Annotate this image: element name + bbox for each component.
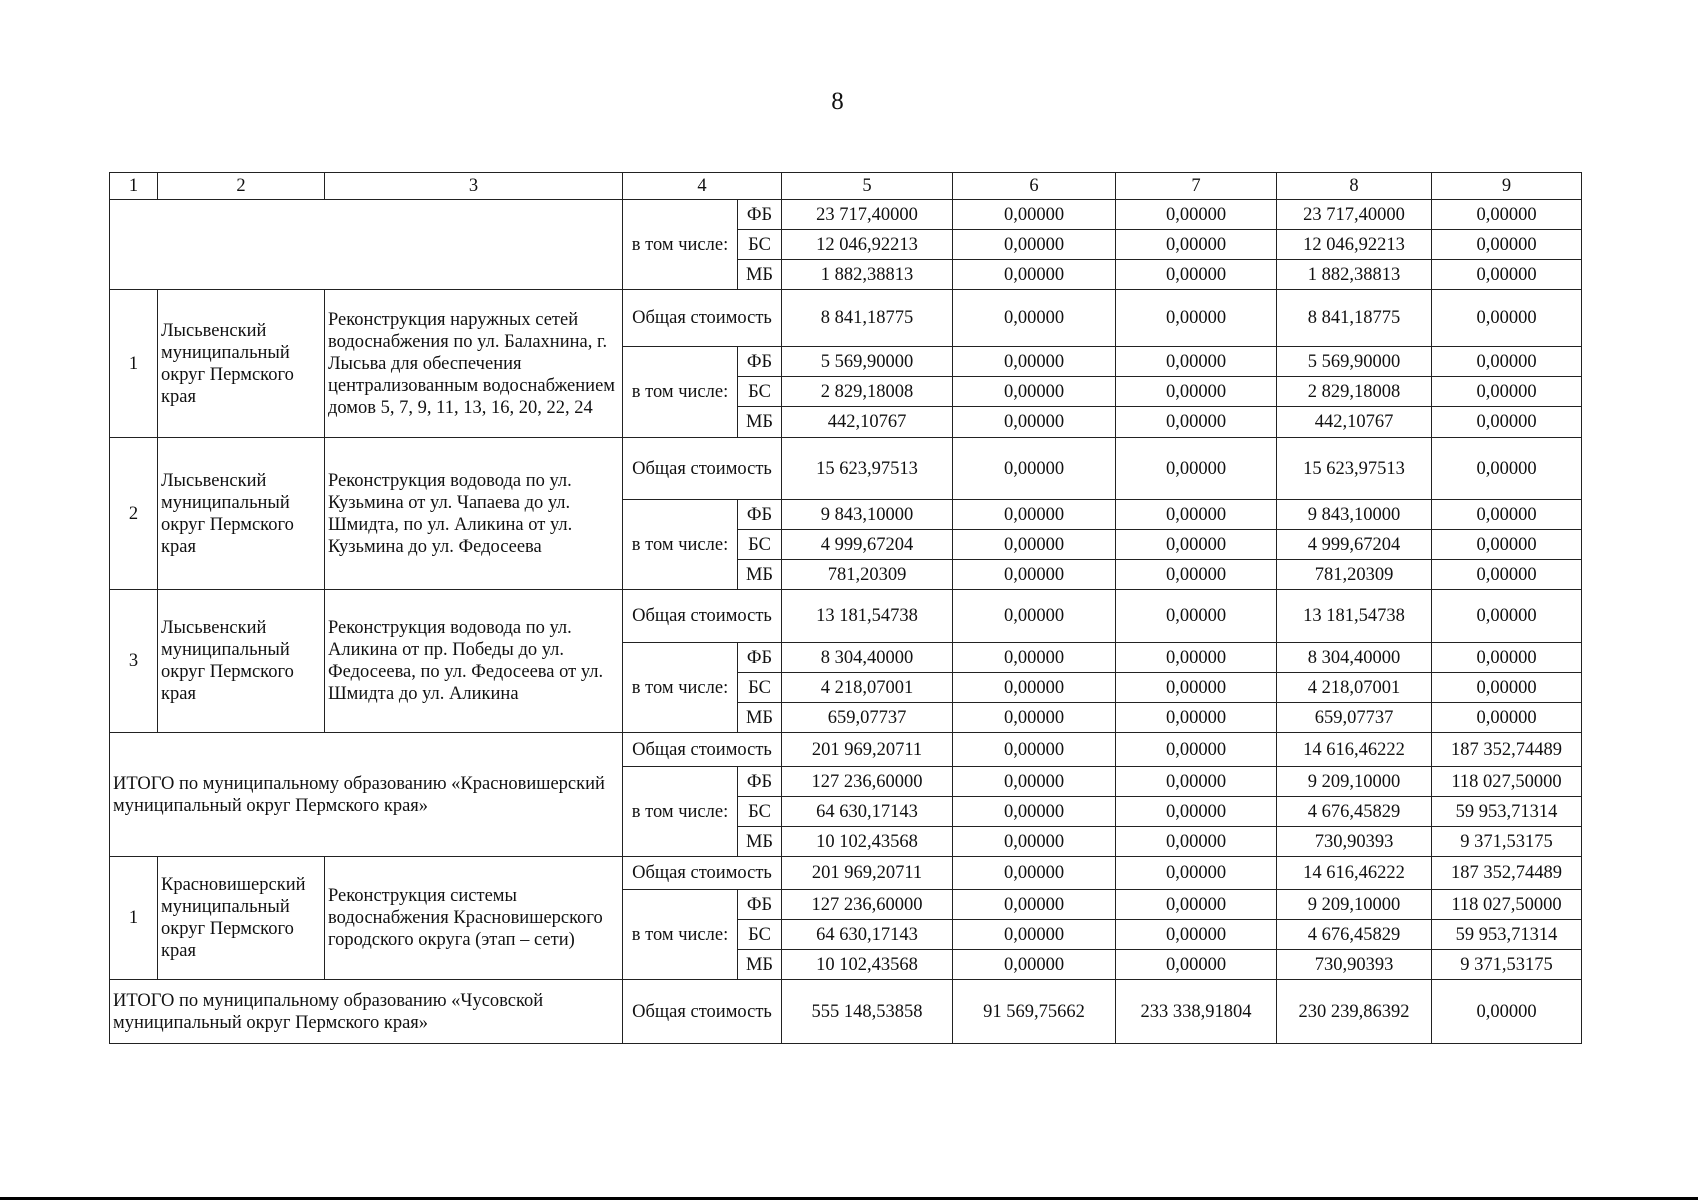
value-cell: 0,00000 <box>953 407 1116 438</box>
value-cell: 0,00000 <box>1432 438 1582 500</box>
value-cell: 0,00000 <box>1432 590 1582 643</box>
value-cell: 0,00000 <box>953 950 1116 980</box>
value-cell: 9 843,10000 <box>1277 500 1432 530</box>
table-row <box>110 980 1582 1044</box>
value-cell: 23 717,40000 <box>782 200 953 230</box>
value-cell: 0,00000 <box>1116 827 1277 857</box>
fund-label-fb: ФБ <box>738 500 782 530</box>
value-cell: 0,00000 <box>1116 260 1277 290</box>
value-cell: 4 999,67204 <box>1277 530 1432 560</box>
value-cell: 0,00000 <box>953 290 1116 347</box>
value-cell: 0,00000 <box>1432 347 1582 377</box>
fund-label-mb: МБ <box>738 407 782 438</box>
value-cell: 0,00000 <box>953 347 1116 377</box>
value-cell: 13 181,54738 <box>782 590 953 643</box>
value-cell: 8 841,18775 <box>1277 290 1432 347</box>
value-cell: 13 181,54738 <box>1277 590 1432 643</box>
value-cell: 14 616,46222 <box>1277 857 1432 890</box>
value-cell: 555 148,53858 <box>782 980 953 1044</box>
col-header: 6 <box>953 173 1116 200</box>
value-cell: 0,00000 <box>1116 950 1277 980</box>
fund-label-fb: ФБ <box>738 890 782 920</box>
value-cell: 15 623,97513 <box>782 438 953 500</box>
value-cell: 0,00000 <box>953 500 1116 530</box>
value-cell: 0,00000 <box>1116 920 1277 950</box>
value-cell: 0,00000 <box>1432 407 1582 438</box>
table-row <box>110 733 1582 767</box>
value-cell: 0,00000 <box>953 377 1116 407</box>
value-cell: 730,90393 <box>1277 827 1432 857</box>
value-cell: 730,90393 <box>1277 950 1432 980</box>
value-cell: 0,00000 <box>1116 438 1277 500</box>
municipality-cell: Лысьвенский муниципальный округ Пермского края <box>158 590 325 733</box>
fund-label-fb: ФБ <box>738 200 782 230</box>
value-cell: 59 953,71314 <box>1432 797 1582 827</box>
project-name-cell: Реконструкция системы водоснабжения Красновишерского городского округа (этап – сети) <box>325 857 623 980</box>
value-cell: 0,00000 <box>1116 530 1277 560</box>
total-cost-label: Общая стоимость <box>623 590 782 643</box>
value-cell: 9 209,10000 <box>1277 767 1432 797</box>
fund-label-fb: ФБ <box>738 347 782 377</box>
fund-label-mb: МБ <box>738 950 782 980</box>
col-header: 5 <box>782 173 953 200</box>
value-cell: 201 969,20711 <box>782 733 953 767</box>
fund-label-bs: БС <box>738 673 782 703</box>
value-cell: 0,00000 <box>1116 673 1277 703</box>
value-cell: 4 676,45829 <box>1277 797 1432 827</box>
total-cost-label: Общая стоимость <box>623 733 782 767</box>
col-header: 1 <box>110 173 158 200</box>
including-label: в том числе: <box>623 767 738 857</box>
fund-label-bs: БС <box>738 797 782 827</box>
value-cell: 0,00000 <box>953 560 1116 590</box>
value-cell: 0,00000 <box>1432 530 1582 560</box>
value-cell: 0,00000 <box>1116 767 1277 797</box>
value-cell: 0,00000 <box>1432 703 1582 733</box>
col-header: 7 <box>1116 173 1277 200</box>
table-row <box>110 290 1582 347</box>
col-header: 3 <box>325 173 623 200</box>
value-cell: 9 209,10000 <box>1277 890 1432 920</box>
fund-label-mb: МБ <box>738 260 782 290</box>
value-cell: 0,00000 <box>953 260 1116 290</box>
fund-label-mb: МБ <box>738 703 782 733</box>
value-cell: 0,00000 <box>953 590 1116 643</box>
project-name-cell: Реконструкция водовода по ул. Кузьмина от ул. Чапаева до ул. Шмидта, по ул. Аликина от ул. Кузьмина до ул. Федосеева <box>325 438 623 590</box>
project-name-cell: Реконструкция водовода по ул. Аликина от пр. Победы до ул. Федосеева, по ул. Федосеева от ул. Шмидта до ул. Аликина <box>325 590 623 733</box>
value-cell: 14 616,46222 <box>1277 733 1432 767</box>
value-cell: 0,00000 <box>1432 290 1582 347</box>
value-cell: 442,10767 <box>782 407 953 438</box>
total-cost-label: Общая стоимость <box>623 438 782 500</box>
table-row <box>110 857 1582 890</box>
fund-label-mb: МБ <box>738 560 782 590</box>
value-cell: 1 882,38813 <box>1277 260 1432 290</box>
value-cell: 230 239,86392 <box>1277 980 1432 1044</box>
row-number: 3 <box>110 590 158 733</box>
value-cell: 0,00000 <box>953 767 1116 797</box>
total-cost-label: Общая стоимость <box>623 290 782 347</box>
table-row <box>110 438 1582 500</box>
value-cell: 12 046,92213 <box>1277 230 1432 260</box>
value-cell: 0,00000 <box>953 733 1116 767</box>
value-cell: 0,00000 <box>1432 980 1582 1044</box>
page-number: 8 <box>831 88 844 115</box>
value-cell: 187 352,74489 <box>1432 857 1582 890</box>
value-cell: 118 027,50000 <box>1432 767 1582 797</box>
value-cell: 4 218,07001 <box>782 673 953 703</box>
municipality-cell: Лысьвенский муниципальный округ Пермского края <box>158 438 325 590</box>
value-cell: 0,00000 <box>1432 260 1582 290</box>
value-cell: 233 338,91804 <box>1116 980 1277 1044</box>
value-cell: 0,00000 <box>1116 733 1277 767</box>
value-cell: 0,00000 <box>1432 230 1582 260</box>
value-cell: 23 717,40000 <box>1277 200 1432 230</box>
value-cell: 0,00000 <box>1432 377 1582 407</box>
value-cell: 781,20309 <box>782 560 953 590</box>
value-cell: 8 304,40000 <box>1277 643 1432 673</box>
value-cell: 0,00000 <box>1116 643 1277 673</box>
value-cell: 201 969,20711 <box>782 857 953 890</box>
value-cell: 15 623,97513 <box>1277 438 1432 500</box>
municipality-total-label: ИТОГО по муниципальному образованию «Красновишерский муниципальный округ Пермского края» <box>110 733 623 857</box>
value-cell: 64 630,17143 <box>782 797 953 827</box>
total-cost-label: Общая стоимость <box>623 980 782 1044</box>
value-cell: 12 046,92213 <box>782 230 953 260</box>
value-cell: 0,00000 <box>953 530 1116 560</box>
including-label: в том числе: <box>623 347 738 438</box>
value-cell: 781,20309 <box>1277 560 1432 590</box>
including-label: в том числе: <box>623 643 738 733</box>
fund-label-bs: БС <box>738 530 782 560</box>
value-cell: 4 676,45829 <box>1277 920 1432 950</box>
value-cell: 4 218,07001 <box>1277 673 1432 703</box>
value-cell: 187 352,74489 <box>1432 733 1582 767</box>
value-cell: 59 953,71314 <box>1432 920 1582 950</box>
value-cell: 659,07737 <box>782 703 953 733</box>
value-cell: 0,00000 <box>953 827 1116 857</box>
value-cell: 0,00000 <box>1116 857 1277 890</box>
budget-table <box>109 172 1582 1044</box>
value-cell: 0,00000 <box>1116 200 1277 230</box>
project-name-cell: Реконструкция наружных сетей водоснабжения по ул. Балахнина, г. Лысьва для обеспечения централизованным водоснабжением домов 5, 7, 9, 11, 13, 16, 20, 22, 24 <box>325 290 623 438</box>
value-cell: 0,00000 <box>953 797 1116 827</box>
value-cell: 0,00000 <box>953 857 1116 890</box>
fund-label-bs: БС <box>738 230 782 260</box>
value-cell: 0,00000 <box>1116 890 1277 920</box>
value-cell: 0,00000 <box>1432 200 1582 230</box>
value-cell: 0,00000 <box>1116 797 1277 827</box>
col-header: 4 <box>623 173 782 200</box>
row-number: 2 <box>110 438 158 590</box>
value-cell: 1 882,38813 <box>782 260 953 290</box>
column-number-row <box>110 173 1582 200</box>
table-row <box>110 590 1582 643</box>
value-cell: 0,00000 <box>1116 590 1277 643</box>
value-cell: 0,00000 <box>953 703 1116 733</box>
municipality-total-label: ИТОГО по муниципальному образованию «Чусовской муниципальный округ Пермского края» <box>110 980 623 1044</box>
value-cell: 0,00000 <box>1432 500 1582 530</box>
value-cell: 10 102,43568 <box>782 950 953 980</box>
value-cell: 0,00000 <box>1116 560 1277 590</box>
value-cell: 5 569,90000 <box>1277 347 1432 377</box>
value-cell: 0,00000 <box>1432 643 1582 673</box>
value-cell: 0,00000 <box>1432 560 1582 590</box>
value-cell: 0,00000 <box>953 890 1116 920</box>
total-cost-label: Общая стоимость <box>623 857 782 890</box>
value-cell: 9 371,53175 <box>1432 950 1582 980</box>
including-label: в том числе: <box>623 200 738 290</box>
value-cell: 10 102,43568 <box>782 827 953 857</box>
value-cell: 0,00000 <box>953 200 1116 230</box>
municipality-cell: Красновишерский муниципальный округ Пермского края <box>158 857 325 980</box>
col-header: 2 <box>158 173 325 200</box>
value-cell: 0,00000 <box>953 643 1116 673</box>
value-cell: 2 829,18008 <box>782 377 953 407</box>
municipality-cell: Лысьвенский муниципальный округ Пермского края <box>158 290 325 438</box>
col-header: 8 <box>1277 173 1432 200</box>
value-cell: 0,00000 <box>1116 347 1277 377</box>
value-cell: 127 236,60000 <box>782 767 953 797</box>
value-cell: 8 304,40000 <box>782 643 953 673</box>
including-label: в том числе: <box>623 890 738 980</box>
value-cell: 0,00000 <box>1116 703 1277 733</box>
value-cell: 91 569,75662 <box>953 980 1116 1044</box>
value-cell: 5 569,90000 <box>782 347 953 377</box>
row-number: 1 <box>110 290 158 438</box>
value-cell: 4 999,67204 <box>782 530 953 560</box>
value-cell: 0,00000 <box>1116 377 1277 407</box>
table-row <box>110 200 1582 230</box>
value-cell: 9 843,10000 <box>782 500 953 530</box>
value-cell: 0,00000 <box>1432 673 1582 703</box>
value-cell: 127 236,60000 <box>782 890 953 920</box>
col-header: 9 <box>1432 173 1582 200</box>
value-cell: 9 371,53175 <box>1432 827 1582 857</box>
value-cell: 0,00000 <box>953 920 1116 950</box>
value-cell: 2 829,18008 <box>1277 377 1432 407</box>
value-cell: 0,00000 <box>1116 500 1277 530</box>
fund-label-bs: БС <box>738 377 782 407</box>
fund-label-bs: БС <box>738 920 782 950</box>
value-cell: 118 027,50000 <box>1432 890 1582 920</box>
empty-cell <box>110 200 623 290</box>
value-cell: 64 630,17143 <box>782 920 953 950</box>
value-cell: 8 841,18775 <box>782 290 953 347</box>
value-cell: 0,00000 <box>953 230 1116 260</box>
value-cell: 0,00000 <box>1116 230 1277 260</box>
value-cell: 442,10767 <box>1277 407 1432 438</box>
row-number: 1 <box>110 857 158 980</box>
value-cell: 659,07737 <box>1277 703 1432 733</box>
value-cell: 0,00000 <box>1116 407 1277 438</box>
fund-label-mb: МБ <box>738 827 782 857</box>
including-label: в том числе: <box>623 500 738 590</box>
value-cell: 0,00000 <box>1116 290 1277 347</box>
fund-label-fb: ФБ <box>738 767 782 797</box>
value-cell: 0,00000 <box>953 438 1116 500</box>
fund-label-fb: ФБ <box>738 643 782 673</box>
value-cell: 0,00000 <box>953 673 1116 703</box>
